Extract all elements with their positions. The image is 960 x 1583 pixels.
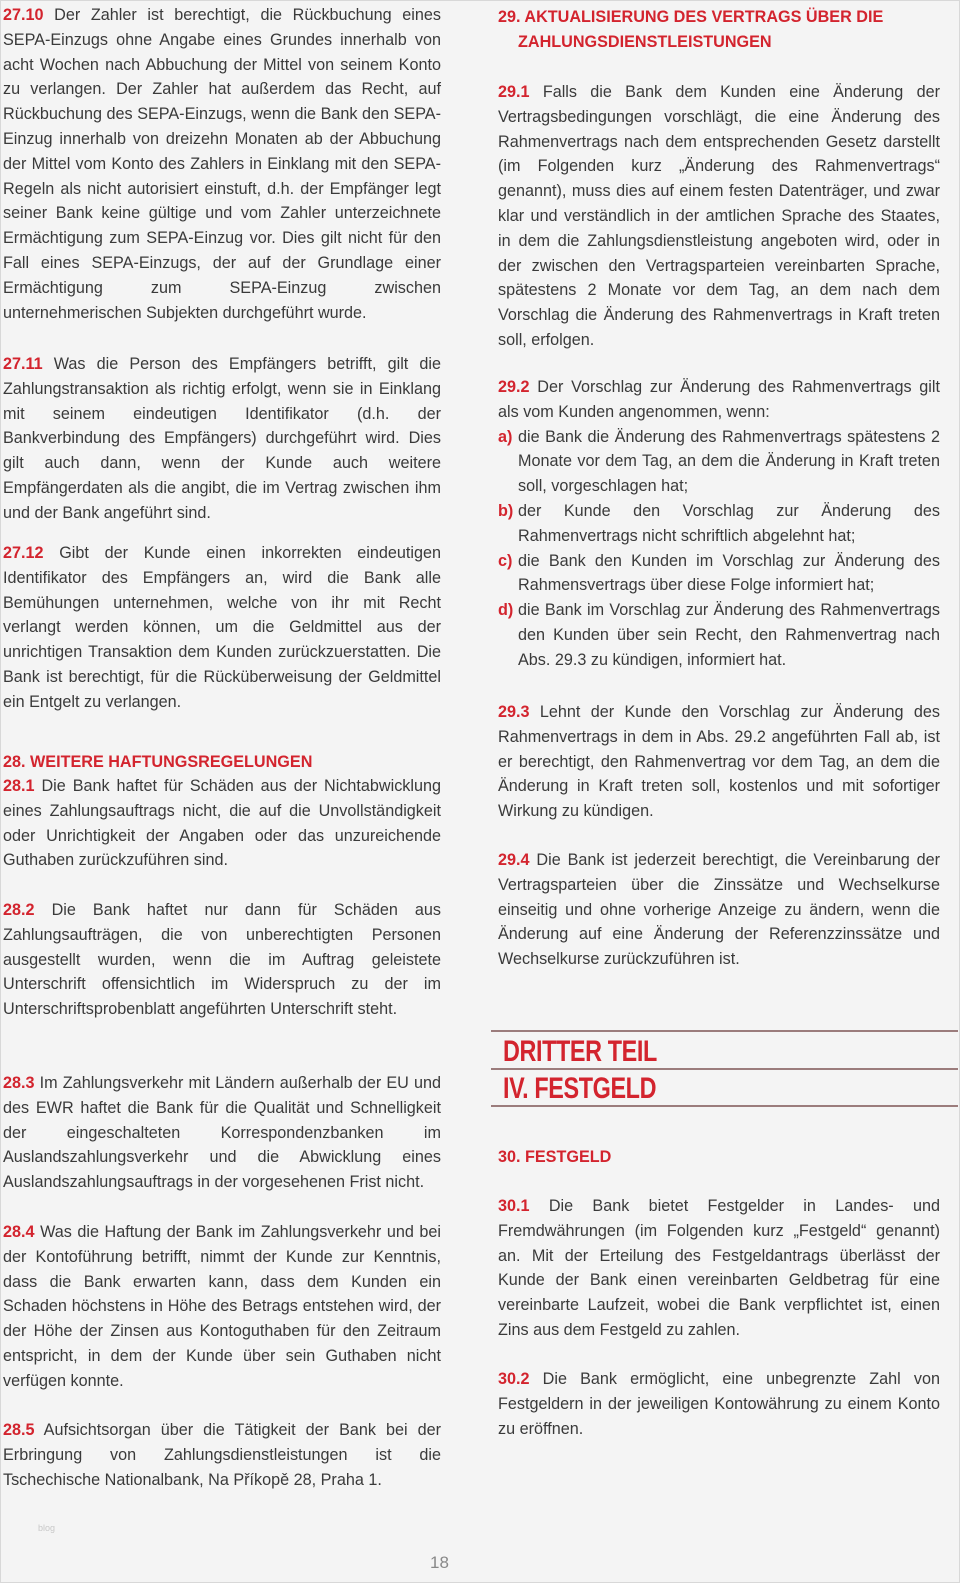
- part-subtitle: IV. FESTGELD: [503, 1072, 657, 1105]
- section-number: 27.10: [3, 6, 44, 24]
- paragraph-27-11: [3, 352, 441, 526]
- paragraph-text: Der Zahler ist berechtigt, die Rückbuchung eines SEPA-Einzugs ohne Angabe eines Grundes innerhalb von acht Wochen nach Abbuchung der Mittel von seinem Konto zu verlangen. Der Zahler hat außerdem das Recht, auf Rückbuchung des SEPA-Einzugs, wenn die Bank den SEPA-Einzug innerhalb von dreizehn Monaten ab der Abbuchung der Mittel vom Konto des Zahlers in Einklang mit den SEPA-Regeln als nicht autorisiert einstuft, d.h. der Empfänger legt seiner Bank keine gültige und vom Zahler unterzeichnete Ermächtigung zum SEPA-Einzug vor. Dies gilt nicht für den Fall eines SEPA-Einzugs, der auf der Grundlage einer Ermächtigung zum SEPA-Einzug zwischen unternehmerischen Subjekten durchgeführt wurde.: [3, 6, 442, 322]
- list-text: die Bank den Kunden im Vorschlag zur Änderung des Rahmensvertrags über diese Folge informiert hat;: [518, 551, 940, 595]
- divider: [491, 1105, 958, 1107]
- list-item: [498, 598, 940, 672]
- paragraph-text: Lehnt der Kunde den Vorschlag zur Änderung des Rahmenvertrags in dem in Abs. 29.2 angeführten Fall ab, ist er berechtigt, den Rahmenvertrag vor dem Tag, an dem die Änderung in Kraft treten soll, kostenlos und mit sofortiger Wirkung zu kündigen.: [498, 703, 940, 821]
- section-number: 28.5: [3, 1421, 35, 1439]
- list-label: a): [498, 427, 513, 446]
- paragraph-text: Die Bank ermöglicht, eine unbegrenzte Zahl von Festgeldern in der jeweiligen Kontowährung zu einem Konto zu eröffnen.: [498, 1370, 940, 1438]
- page-number: 18: [430, 1553, 449, 1572]
- paragraph-text: Die Bank haftet für Schäden aus der Nichtabwicklung eines Zahlungsauftrags nicht, die auf die Unvollständigkeit oder Unrichtigkeit der Angaben oder das unzureichende Guthaben zurückzuführen sind.: [3, 777, 442, 870]
- list-item: [498, 425, 940, 499]
- paragraph-28-4: [3, 1220, 441, 1394]
- divider: [491, 1068, 958, 1070]
- section-number: 30.1: [498, 1197, 530, 1215]
- paragraph-text: Gibt der Kunde einen inkorrekten eindeutigen Identifikator des Empfängers an, wird die Bank alle Bemühungen unternehmen, welche von ihr mit Recht verlangt werden können, um die Geldmittel aus der unrichtigen Transaktion dem Kunden zurückzuerstatten. Die Bank ist berechtigt, für die Rücküberweisung der Geldmittel ein Entgelt zu verlangen.: [3, 544, 441, 711]
- section-number: 28.2: [3, 901, 35, 919]
- list-label: d): [498, 601, 514, 620]
- list-label: c): [498, 551, 513, 570]
- paragraph-30-2: [498, 1367, 940, 1441]
- paragraph-29-4: [498, 848, 940, 972]
- paragraph-text: Im Zahlungsverkehr mit Ländern außerhalb der EU und des EWR haftet die Bank für die Qualität und Schnelligkeit der eingeschalteten Korrespondenzbanken im Auslandszahlungsverkehr und die Abwicklung eines Auslandszahlungsauftrags in der vorgesehenen Frist nicht.: [3, 1074, 441, 1192]
- paragraph-27-10: [3, 3, 441, 325]
- section-number: 30.2: [498, 1370, 530, 1388]
- paragraph-text: Die Bank bietet Festgelder in Landes- und Fremdwährungen (im Folgenden kurz „Festgeld“ genannt) an. Mit der Erteilung des Festgeldantrags überlässt der Kunde der Bank einen vereinbarten Geldbetrag für eine vereinbarte Laufzeit, wobei die Bank verpflichtet ist, einen Zins aus dem Festgeld zu zahlen.: [498, 1197, 941, 1339]
- paragraph-text: Die Bank ist jederzeit berechtigt, die Vereinbarung der Vertragsparteien über die Zinssätze und Wechselkurse einseitig und ohne vorherige Anzeige zu ändern, wenn die Änderung auf eine Änderung der Referenzzinssätze und Wechselkurse zurückzuführen ist.: [498, 851, 940, 969]
- paragraph-28-5: [3, 1418, 441, 1492]
- section-heading-28: 28. WEITERE HAFTUNGSREGELUNGEN: [3, 753, 313, 771]
- section-number: 27.11: [3, 355, 43, 373]
- list-label: b): [498, 501, 514, 520]
- section-number: 29.4: [498, 851, 530, 869]
- paragraph-text: Was die Person des Empfängers betrifft, gilt die Zahlungstransaktion als richtig erfolgt, wenn sie in Einklang mit seinem eindeutigen Identifikator (d.h. der Bankverbindung des Empfängers) durchgeführt wird. Dies gilt auch dann, wenn der Kunde auch weitere Empfängerdaten als die angibt, die im Vertrag zwischen ihm und der Bank angeführt sind.: [3, 355, 441, 522]
- paragraph-27-12: [3, 541, 441, 715]
- list-item: [498, 499, 940, 549]
- part-title: DRITTER TEIL: [503, 1035, 657, 1068]
- section-number: 28.1: [3, 777, 35, 795]
- paragraph-text: Der Vorschlag zur Änderung des Rahmenvertrags gilt als vom Kunden angenommen, wenn:: [498, 378, 940, 421]
- paragraph-29-2: [498, 375, 940, 673]
- list-text: die Bank im Vorschlag zur Änderung des Rahmenvertrags den Kunden über sein Recht, den Rahmenvertrag nach Abs. 29.3 zu kündigen, informiert hat.: [518, 601, 940, 669]
- watermark: blog: [38, 1523, 56, 1533]
- paragraph-28-2: [3, 898, 441, 1022]
- paragraph-28-3: [3, 1071, 441, 1195]
- section-number: 29.1: [498, 83, 530, 101]
- paragraph-29-3: [498, 700, 940, 824]
- paragraph-28-1: [3, 774, 441, 873]
- list-item: [498, 549, 940, 599]
- paragraph-30-1: [498, 1194, 940, 1343]
- paragraph-text: Falls die Bank dem Kunden eine Änderung der Vertragsbedingungen vorschlägt, die eine Änderung des Rahmenvertrags nach dem entsprechenden Gesetz darstellt (im Folgenden kurz „Änderung des Rahmenvertrags“ genannt), muss dies auf einem festen Datenträger, und zwar klar und verständlich in der amtlichen Sprache des Staates, in dem die Zahlungsdienstleistung angeboten wird, oder in der zwischen den Vertragsparteien vereinbarten Sprache, spätestens 2 Monate vor dem Tag, an dem nach dem Vorschlag die Änderung des Rahmenvertrags in Kraft treten soll, erfolgen.: [498, 83, 940, 349]
- section-number: 28.4: [3, 1223, 35, 1241]
- section-number: 28.3: [3, 1074, 35, 1092]
- section-number: 29.3: [498, 703, 530, 721]
- section-heading-29: 29. AKTUALISIERUNG DES VERTRAGS ÜBER DIE ZAHLUNGSDIENSTLEISTUNGEN: [498, 8, 884, 51]
- divider: [491, 1030, 958, 1032]
- paragraph-text: Was die Haftung der Bank im Zahlungsverkehr und bei der Kontoführung betrifft, nimmt der Kunde zur Kenntnis, dass die Bank erwarten kann, dass dem Kunden ein Schaden höchstens in Höhe des Betrags entstehen wird, der der Höhe der Zinsen aus Kontoguthaben für den Zeitraum entspricht, in dem der Kunde über sein Guthaben nicht verfügen konnte.: [3, 1223, 441, 1390]
- paragraph-text: Aufsichtsorgan über die Tätigkeit der Bank bei der Erbringung von Zahlungsdienstleistungen ist die Tschechische Nationalbank, Na Příkopě 28, Praha 1.: [3, 1421, 441, 1489]
- paragraph-29-1: [498, 80, 940, 353]
- section-heading-30: 30. FESTGELD: [498, 1148, 612, 1166]
- list-text: der Kunde den Vorschlag zur Änderung des Rahmenvertrags nicht schriftlich abgelehnt hat;: [518, 501, 940, 545]
- section-number: 27.12: [3, 544, 44, 562]
- paragraph-text: Die Bank haftet nur dann für Schäden aus Zahlungsaufträgen, die von unberechtigten Personen ausgestellt wurden, wenn die im Auftrag geleistete Unterschrift offensichtlich im Widerspruch zu der im Unterschriftsprobenblatt angeführten Unterschrift steht.: [3, 901, 441, 1019]
- section-number: 29.2: [498, 378, 530, 396]
- list-text: die Bank die Änderung des Rahmenvertrags spätestens 2 Monate vor dem Tag, an dem die Änderung in Kraft treten soll, vorgeschlagen hat;: [518, 427, 940, 496]
